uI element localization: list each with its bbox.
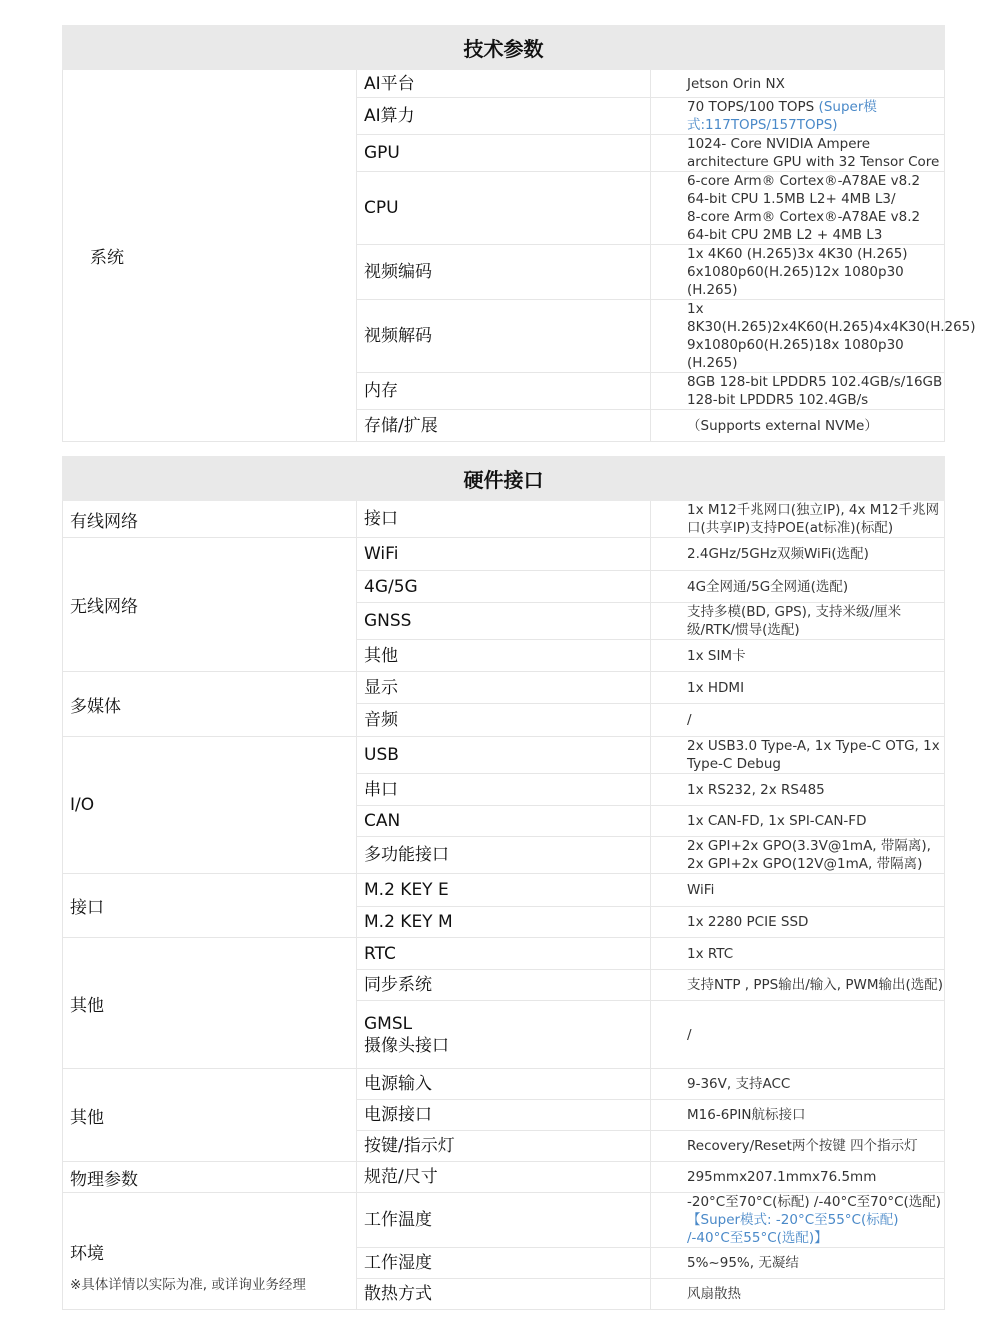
value-line-1: 1x 8K30(H.265)2x4K60(H.265)4x4K30(H.265): [687, 301, 976, 335]
row-value: [651, 172, 945, 245]
row-label: 接口: [357, 501, 651, 538]
value-text: 70 TOPS/100 TOPS: [687, 99, 819, 115]
value-line-2: 9x1080p60(H.265)18x 1080p30 (H.265): [687, 337, 904, 371]
category-other-power: 其他: [63, 1069, 357, 1162]
category-wired-network: 有线网络: [63, 501, 357, 538]
row-label: [357, 1001, 651, 1069]
tech-spec-table: [62, 25, 976, 442]
row-label: 4G/5G: [357, 571, 651, 603]
category-interface: 接口: [63, 874, 357, 938]
row-value: 支持多模(BD, GPS), 支持米级/厘米级/RTK/惯导(选配): [651, 603, 945, 640]
row-label: WiFi: [357, 538, 651, 571]
row-value: 5%~95%, 无凝结: [651, 1248, 945, 1279]
hardware-interface-title: 硬件接口: [63, 457, 945, 501]
value-line-1: 1x 4K60 (H.265)3x 4K30 (H.265): [687, 246, 908, 262]
value-line-2: 8-core Arm® Cortex®-A78AE v8.2 64-bit CPU 2MB L2 + 4MB L3: [687, 209, 921, 243]
row-label: 电源输入: [357, 1069, 651, 1100]
row-value: 8GB 128-bit LPDDR5 102.4GB/s/16GB 128-bit LPDDR5 102.4GB/s: [651, 373, 945, 410]
row-value: 1x CAN-FD, 1x SPI-CAN-FD: [651, 806, 945, 837]
row-value: 295mmx207.1mmx76.5mm: [651, 1162, 945, 1193]
row-value: 1x RTC: [651, 938, 945, 970]
row-value: [651, 245, 945, 300]
row-label: 按键/指示灯: [357, 1131, 651, 1162]
category-physical: 物理参数: [63, 1162, 357, 1193]
value-highlight: 【Super模式: -20°C至55°C(标配) /-40°C至55°C(选配)】: [687, 1212, 899, 1246]
row-label: GPU: [357, 135, 651, 172]
row-value: 2x USB3.0 Type-A, 1x Type-C OTG, 1x Type-C Debug: [651, 737, 945, 774]
label-line-1: GMSL: [364, 1013, 413, 1034]
row-label: 工作温度: [357, 1193, 651, 1248]
row-label: 存储/扩展: [357, 410, 651, 442]
row-label: 散热方式: [357, 1279, 651, 1310]
row-label: USB: [357, 737, 651, 774]
row-value: 1x SIM卡: [651, 640, 945, 672]
row-label: GNSS: [357, 603, 651, 640]
row-value: 1x 2280 PCIE SSD: [651, 907, 945, 938]
row-label: 同步系统: [357, 970, 651, 1001]
tech-spec-title: 技术参数: [63, 26, 945, 70]
row-label: CPU: [357, 172, 651, 245]
category-io: I/O: [63, 737, 357, 874]
category-wireless-network: 无线网络: [63, 538, 357, 672]
row-value: /: [651, 704, 945, 737]
hardware-interface-table: [62, 456, 945, 1310]
value-highlight: (Super模式:117TOPS/157TOPS): [687, 99, 877, 133]
row-value: （Supports external NVMe）: [651, 410, 945, 442]
row-label: 电源接口: [357, 1100, 651, 1131]
row-value: 风扇散热: [651, 1279, 945, 1310]
row-value: 支持NTP , PPS输出/输入, PWM输出(选配): [651, 970, 945, 1001]
row-label: M.2 KEY M: [357, 907, 651, 938]
label-line-2: 摄像头接口: [364, 1035, 449, 1056]
row-value: 1024- Core NVIDIA Ampere architecture GPU with 32 Tensor Core: [651, 135, 945, 172]
row-label: 串口: [357, 774, 651, 806]
row-value: 1x M12千兆网口(独立IP), 4x M12千兆网口(共享IP)支持POE(at标准)(标配): [651, 501, 945, 538]
row-value: WiFi: [651, 874, 945, 907]
row-label: 工作湿度: [357, 1248, 651, 1279]
row-label: AI平台: [357, 70, 651, 98]
row-label: M.2 KEY E: [357, 874, 651, 907]
row-label: 内存: [357, 373, 651, 410]
value-text: -20°C至70°C(标配) /-40°C至70°C(选配): [687, 1194, 942, 1210]
row-label: 音频: [357, 704, 651, 737]
row-value: 9-36V, 支持ACC: [651, 1069, 945, 1100]
value-line-2: 6x1080p60(H.265)12x 1080p30 (H.265): [687, 264, 904, 298]
category-system: 系统: [63, 70, 357, 442]
category-multimedia: 多媒体: [63, 672, 357, 737]
category-other: 其他: [63, 938, 357, 1069]
row-value: 1x RS232, 2x RS485: [651, 774, 945, 806]
row-label: RTC: [357, 938, 651, 970]
row-value: [651, 1193, 945, 1248]
row-value: [651, 98, 945, 135]
row-value: Recovery/Reset两个按键 四个指示灯: [651, 1131, 945, 1162]
row-label: 多功能接口: [357, 837, 651, 874]
row-value: 2.4GHz/5GHz双频WiFi(选配): [651, 538, 945, 571]
row-value: 1x HDMI: [651, 672, 945, 704]
row-label: 视频解码: [357, 300, 651, 373]
row-value: 2x GPI+2x GPO(3.3V@1mA, 带隔离), 2x GPI+2x GPO(12V@1mA, 带隔离): [651, 837, 945, 874]
row-label: AI算力: [357, 98, 651, 135]
category-environment: 环境: [63, 1193, 357, 1310]
value-line-1: 6-core Arm® Cortex®-A78AE v8.2 64-bit CPU 1.5MB L2+ 4MB L3/: [687, 173, 921, 207]
row-label: 其他: [357, 640, 651, 672]
footnote: ※具体详情以实际为准, 或详询业务经理: [70, 1277, 306, 1293]
row-value: 4G全网通/5G全网通(选配): [651, 571, 945, 603]
row-value: M16-6PIN航标接口: [651, 1100, 945, 1131]
row-value: /: [651, 1001, 945, 1069]
row-label: CAN: [357, 806, 651, 837]
row-label: 视频编码: [357, 245, 651, 300]
row-label: 规范/尺寸: [357, 1162, 651, 1193]
row-value: [651, 300, 976, 373]
row-value: Jetson Orin NX: [651, 70, 945, 98]
row-label: 显示: [357, 672, 651, 704]
